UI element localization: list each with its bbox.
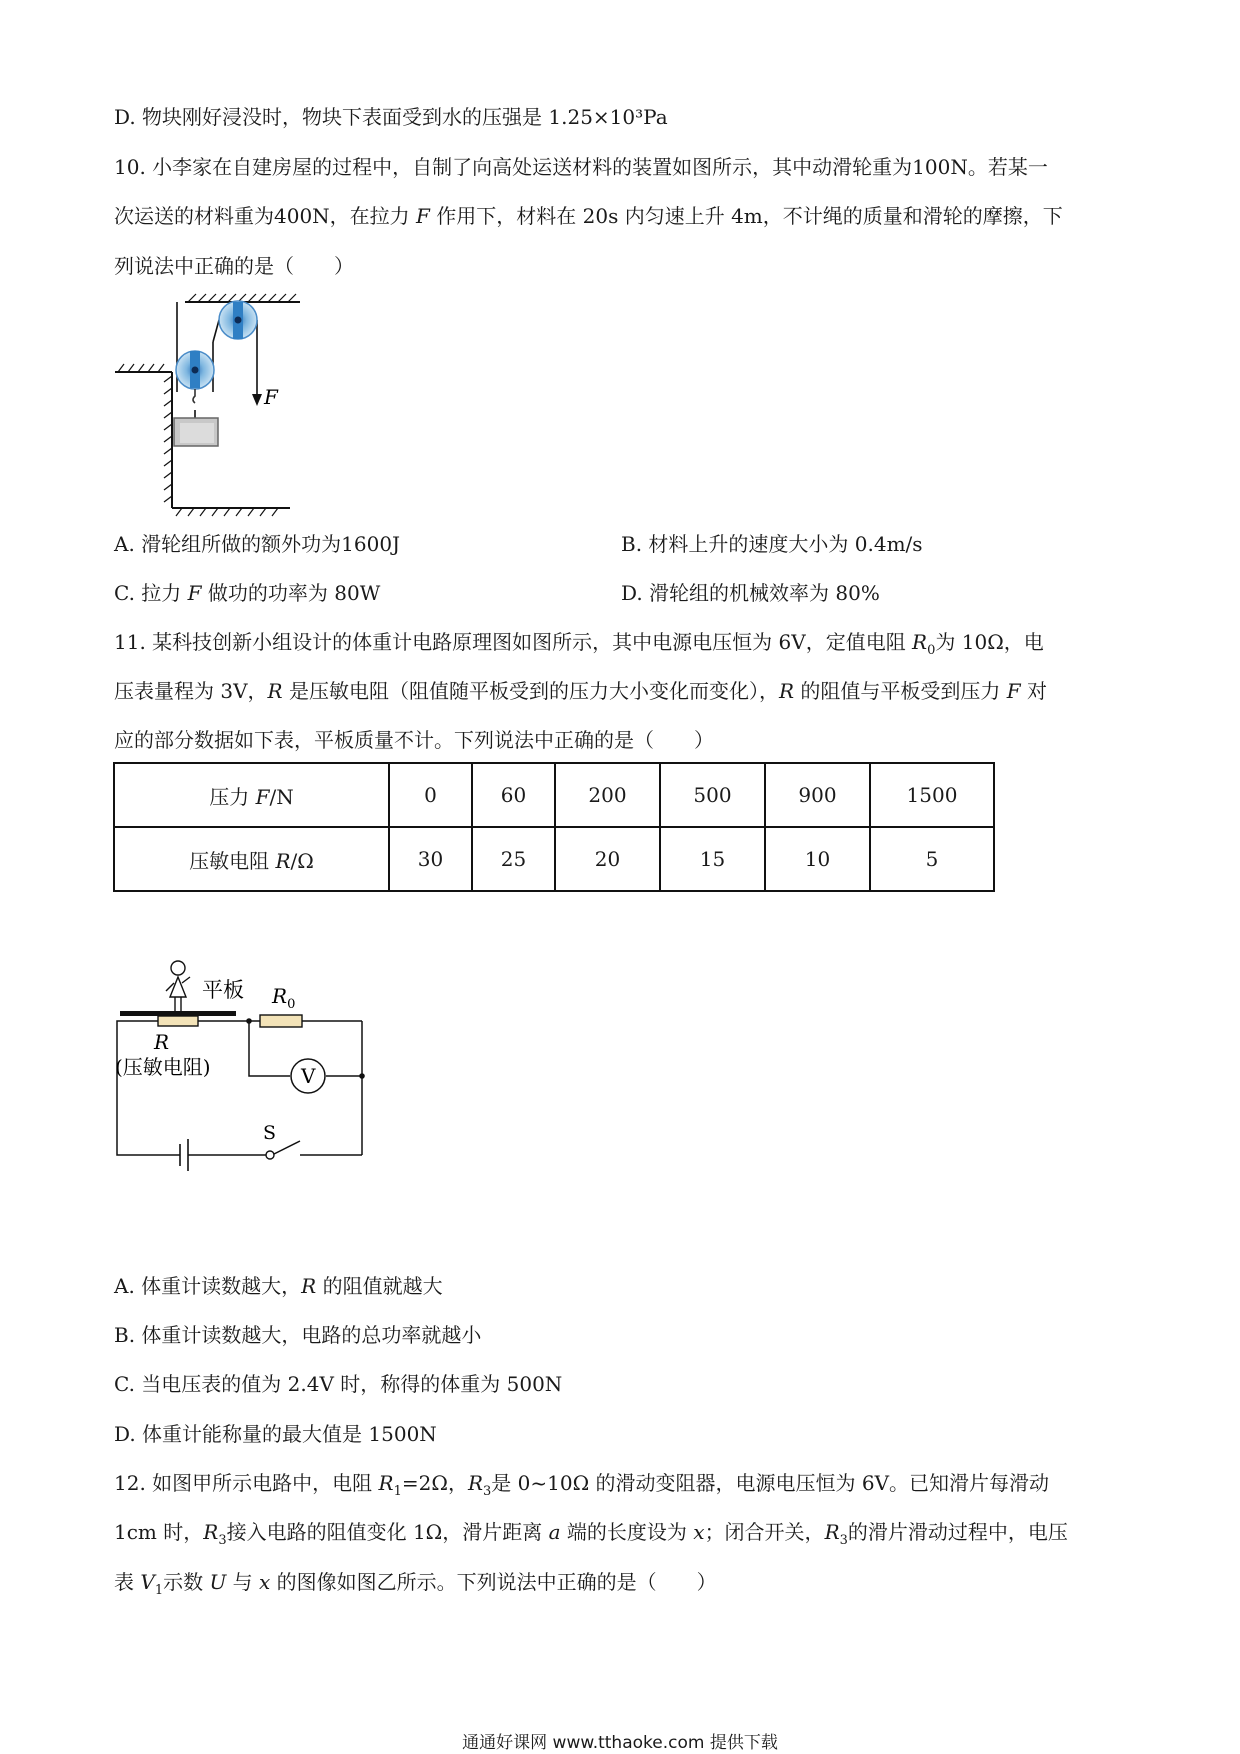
table-cell: 500 xyxy=(660,763,765,827)
q11-option-b: B. 体重计读数越大，电路的总功率就越小 xyxy=(114,1323,482,1347)
q11-option-d: D. 体重计能称量的最大值是 1500N xyxy=(114,1422,437,1446)
table-cell: 30 xyxy=(389,827,472,891)
q10-option-c: C. 拉力 F 做功的功率为 80W xyxy=(114,581,381,605)
switch xyxy=(266,1151,274,1159)
q10-stem-line1: 10. 小李家在自建房屋的过程中，自制了向高处运送材料的装置如图所示，其中动滑轮重为100N。若某一 xyxy=(114,155,1048,179)
switch-label: S xyxy=(263,1122,277,1144)
q11-option-c: C. 当电压表的值为 2.4V 时，称得的体重为 500N xyxy=(114,1372,563,1396)
junction-dot xyxy=(359,1073,365,1079)
fixed-pulley xyxy=(219,301,257,339)
table-cell: 200 xyxy=(555,763,660,827)
pulley-figure xyxy=(110,290,310,520)
junction-dot xyxy=(246,1018,252,1024)
force-arrow xyxy=(252,394,262,406)
table-header-resistance: 压敏电阻 R/Ω xyxy=(114,827,389,891)
q10-stem-line2: 次运送的材料重为400N，在拉力 F 作用下，材料在 20s 内匀速上升 4m，不计绳的质量和滑轮的摩擦，下 xyxy=(114,204,1063,228)
q11-option-a: A. 体重计读数越大，R 的阻值就越大 xyxy=(114,1274,443,1298)
q11-stem-line2: 压表量程为 3V，R 是压敏电阻（阻值随平板受到的压力大小变化而变化），R 的阻值与平板受到压力 F 对 xyxy=(114,679,1047,703)
table-row-force xyxy=(114,763,994,827)
person-icon xyxy=(166,961,190,1011)
q12-stem-line1: 12. 如图甲所示电路中，电阻 $R_1=2\Omega$，$R_3$是 0~10Ω 的滑动变阻器，电源电压恒为 6V。已知滑片每滑动 xyxy=(114,1471,1050,1499)
page-footer: 通通好课网 www.tthaoke.com 提供下载 xyxy=(462,1733,778,1753)
hook xyxy=(193,389,195,403)
q11-stem-line3: 应的部分数据如下表，平板质量不计。下列说法中正确的是（ ） xyxy=(114,728,714,752)
force-resistance-table xyxy=(113,762,995,892)
r-label: R xyxy=(154,1030,170,1054)
q10-option-d: D. 滑轮组的机械效率为 80% xyxy=(621,581,880,605)
q10-stem-line3: 列说法中正确的是（ ） xyxy=(114,254,354,278)
table-cell: 0 xyxy=(389,763,472,827)
q10-option-a: A. 滑轮组所做的额外功为1600J xyxy=(114,532,401,556)
pressure-resistor xyxy=(158,1016,198,1026)
table-cell: 5 xyxy=(870,827,994,891)
q12-stem-line3: 表 $V_1$示数 U 与 x 的图像如图乙所示。下列说法中正确的是（ ） xyxy=(114,1570,717,1598)
table-cell: 20 xyxy=(555,827,660,891)
plate-label: 平板 xyxy=(202,978,244,1002)
q9-option-d: D. 物块刚好浸没时，物块下表面受到水的压强是 1.25×10³Pa xyxy=(114,105,668,129)
r-description: (压敏电阻) xyxy=(115,1055,211,1079)
platform-plate xyxy=(120,1011,236,1016)
table-cell: 60 xyxy=(472,763,555,827)
q12-stem-line2: 1cm 时，$R_3$接入电路的阻值变化 1Ω，滑片距离 a 端的长度设为 x；闭合开关，$R_3$的滑片滑动过程中，电压 xyxy=(114,1520,1068,1548)
table-cell: 1500 xyxy=(870,763,994,827)
r0-label: $R_0$ xyxy=(272,984,296,1012)
table-cell: 10 xyxy=(765,827,870,891)
q10-option-b: B. 材料上升的速度大小为 0.4m/s xyxy=(621,532,923,556)
table-cell: 15 xyxy=(660,827,765,891)
q11-stem-line1: 11. 某科技创新小组设计的体重计电路原理图如图所示，其中电源电压恒为 6V，定值电阻 $R_0$为 10Ω，电 xyxy=(114,630,1044,658)
table-row-resistance xyxy=(114,827,994,891)
voltmeter-label: V xyxy=(301,1064,316,1088)
weight-scale-circuit xyxy=(110,955,380,1195)
table-header-force: 压力 F/N xyxy=(114,763,389,827)
table-cell: 900 xyxy=(765,763,870,827)
movable-pulley xyxy=(176,351,214,389)
fixed-resistor-r0 xyxy=(260,1015,302,1027)
table-cell: 25 xyxy=(472,827,555,891)
force-label: F xyxy=(264,385,278,409)
